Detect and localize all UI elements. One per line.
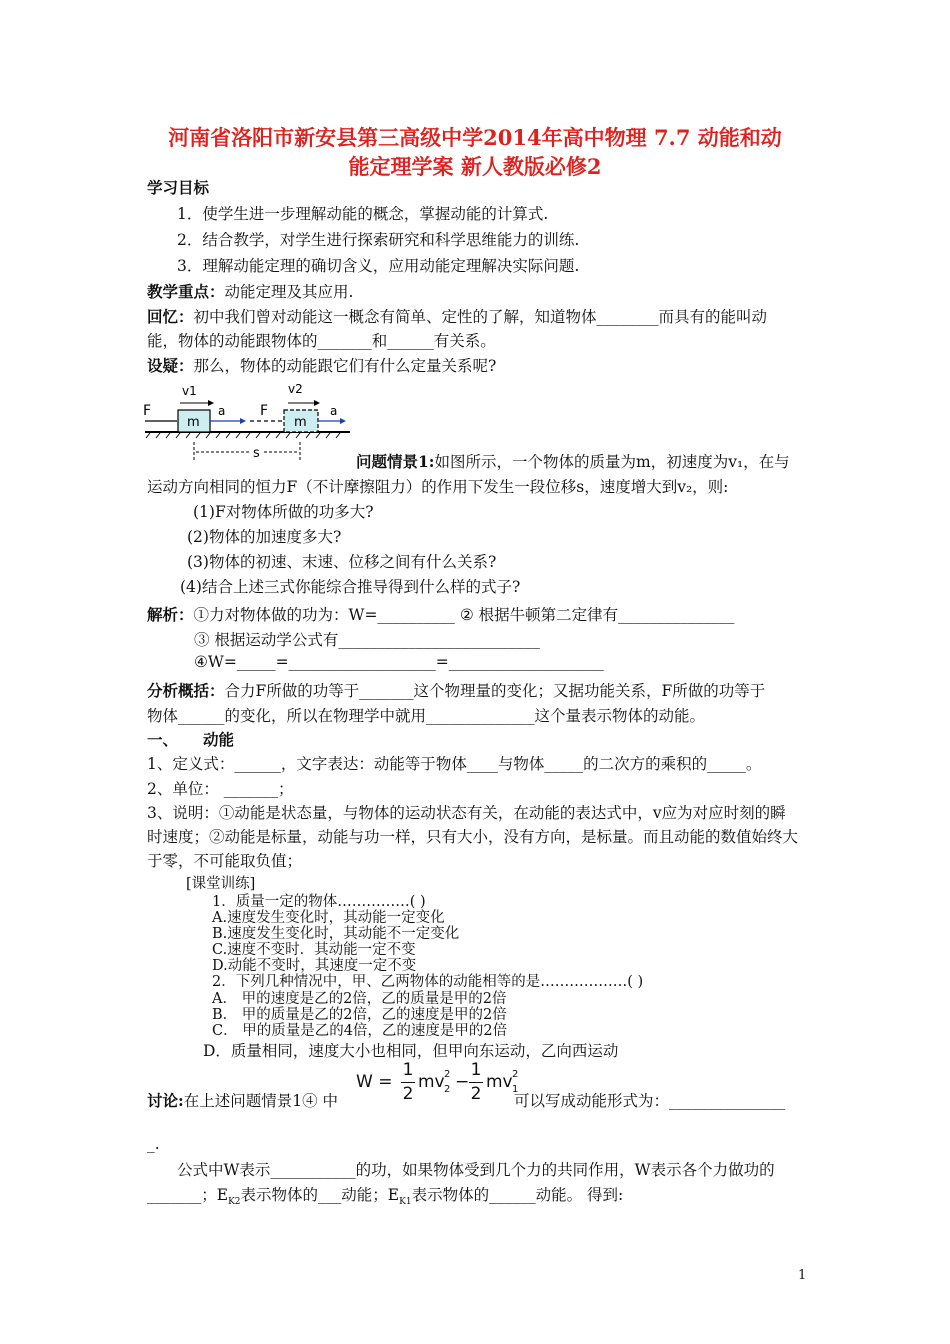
teaching-focus xyxy=(147,280,353,302)
ek2-subscript: K2 xyxy=(228,1197,241,1208)
formula-sub: 2 xyxy=(444,1084,451,1095)
practice-option: C． 甲的质量是乙的4倍，乙的速度是甲的2倍 xyxy=(212,1023,508,1039)
scenario-question-3: (3)物体的初速、末速、位移之间有什么关系? xyxy=(187,553,497,571)
scenario-question-4: (4)结合上述三式你能综合推导得到什么样的式子? xyxy=(180,578,521,596)
scenario-line-1 xyxy=(356,450,790,472)
formula-denominator: 2 xyxy=(470,1084,482,1104)
discussion-tail: _. xyxy=(147,1135,160,1153)
accel-label: a xyxy=(218,404,226,418)
note-line-3: 于零，不可能取负值； xyxy=(147,852,303,870)
analysis-line-2: ③ 根据运动学公式有__________________________ xyxy=(194,631,540,649)
page-number: 1 xyxy=(798,1268,807,1283)
objectives-heading: 学习目标 xyxy=(147,178,210,197)
formula-sup: 2 xyxy=(444,1069,451,1080)
formula-sub: 1 xyxy=(512,1084,519,1095)
objective-item: 1．使学生进一步理解动能的概念，掌握动能的计算式. xyxy=(177,205,549,223)
definition-line: 1、定义式：______，文字表达：动能等于物体____与物体_____的二次方的乘积的_____。 xyxy=(147,755,762,773)
force-label: F xyxy=(143,403,152,419)
explain-text: _______；E xyxy=(147,1186,229,1204)
discussion-line xyxy=(147,1089,338,1111)
practice-option: D.动能不变时，其速度一定不变 xyxy=(212,958,417,974)
focus-label: 教学重点： xyxy=(147,282,225,301)
force-label: F xyxy=(260,403,269,419)
formula-lhs: W = xyxy=(356,1072,393,1092)
focus-text: 动能定理及其应用. xyxy=(224,283,354,301)
objective-item: 3．理解动能定理的确切含义，应用动能定理解决实际问题. xyxy=(177,257,580,275)
accel-label: a xyxy=(330,404,338,418)
note-line-2: 时速度；②动能是标量，动能与功一样，只有大小，没有方向，是标量。而且动能的数值始终大 xyxy=(147,828,799,846)
analysis-line-3: ④W=_____=___________________=____________________ xyxy=(194,653,604,671)
recall-line-2: 能，物体的动能跟物体的_______和______有关系。 xyxy=(147,332,496,350)
document-title xyxy=(115,123,835,181)
practice-question-2: 2．下列几种情况中，甲、乙两物体的动能相等的是………………( ) xyxy=(212,974,644,990)
discussion-label: 讨论: xyxy=(147,1091,184,1110)
practice-question-1: 1．质量一定的物体……………( ) xyxy=(212,894,426,910)
summary-line-2: 物体______的变化，所以在物理学中就用______________这个量表示物体的动能。 xyxy=(147,707,706,725)
summary-line-1 xyxy=(147,679,765,701)
discussion-after: 可以写成动能形式为：_______________ xyxy=(514,1092,786,1110)
analysis-label: 解析： xyxy=(147,605,194,624)
formula-denominator: 2 xyxy=(402,1084,414,1104)
formula-minus: − xyxy=(455,1072,470,1092)
practice-option: A． 甲的速度是乙的2倍，乙的质量是甲的2倍 xyxy=(212,991,507,1007)
practice-option: B.速度发生变化时，其动能不一定变化 xyxy=(212,926,460,942)
motion-diagram xyxy=(140,378,355,464)
v2-label: v2 xyxy=(288,382,303,396)
explain-text: 表示物体的______动能。 得到: xyxy=(411,1186,624,1204)
ground-hatching xyxy=(146,433,340,438)
scenario-question-2: (2)物体的加速度多大? xyxy=(187,528,342,546)
note-line-1: 3、说明：①动能是状态量，与物体的运动状态有关，在动能的表达式中，v应为对应时刻的瞬 xyxy=(147,804,786,822)
scenario-label: 问题情景1: xyxy=(356,452,435,471)
formula-mv: mv xyxy=(486,1072,513,1092)
summary-text: 合力F所做的功等于_______这个物理量的变化；又据功能关系，F所做的功等于 xyxy=(224,682,766,700)
discussion-text: 在上述问题情景1④ 中 xyxy=(183,1092,339,1110)
formula-mv: mv xyxy=(418,1072,445,1092)
practice-option: B． 甲的质量是乙的2倍，乙的速度是甲的2倍 xyxy=(212,1007,507,1023)
ek1-subscript: K1 xyxy=(399,1197,412,1208)
recall-text: 初中我们曾对动能这一概念有简单、定性的了解，知道物体________而具有的能叫动 xyxy=(193,308,768,326)
block-mass-label: m xyxy=(294,415,307,430)
formula-sup: 2 xyxy=(512,1069,519,1080)
displacement-label: s xyxy=(253,446,260,461)
scenario-line-2: 运动方向相同的恒力F（不计摩擦阻力）的作用下发生一段位移s，速度增大到v₂，则: xyxy=(147,478,729,496)
practice-option: C.速度不变时．其动能一定不变 xyxy=(212,942,416,958)
practice-heading: [课堂训练] xyxy=(186,876,256,892)
formula-numerator: 1 xyxy=(402,1060,414,1080)
summary-label: 分析概括： xyxy=(147,681,225,700)
formula-numerator: 1 xyxy=(470,1060,482,1080)
analysis-text: ①力对物体做的功为：W=__________ ② 根据牛顿第二定律有_______________ xyxy=(193,606,735,624)
recall-label: 回忆： xyxy=(147,307,194,326)
practice-option: A.速度发生变化时，其动能一定变化 xyxy=(212,910,445,926)
formula-explain-line-1: 公式中W表示___________的功，如果物体受到几个力的共同作用，W表示各个力做功的 xyxy=(177,1161,775,1179)
question-line xyxy=(147,354,496,376)
section-heading: 动能 xyxy=(203,730,235,749)
objective-item: 2．结合教学，对学生进行探索研究和科学思维能力的训练. xyxy=(177,231,580,249)
analysis-line-1 xyxy=(147,603,734,625)
formula-explain-line-2 xyxy=(147,1183,623,1207)
unit-line: 2、单位： _______； xyxy=(147,780,294,798)
question-text: 那么，物体的动能跟它们有什么定量关系呢? xyxy=(193,357,497,375)
block-mass-label: m xyxy=(187,415,200,430)
scenario-text: 如图所示，一个物体的质量为m，初速度为v₁，在与 xyxy=(434,453,790,471)
explain-text: 表示物体的___动能；E xyxy=(240,1186,400,1204)
scenario-question-1: (1)F对物体所做的功多大? xyxy=(193,503,374,521)
section-number: 一、 xyxy=(147,730,179,749)
title-line-2: 能定理学案 新人教版必修2 xyxy=(348,154,602,179)
recall-line-1 xyxy=(147,305,767,327)
practice-option: D．质量相同，速度大小也相同，但甲向东运动，乙向西运动 xyxy=(203,1042,619,1060)
title-line-1: 河南省洛阳市新安县第三高级中学2014年高中物理 7.7 动能和动 xyxy=(168,125,782,150)
question-label: 设疑： xyxy=(147,356,194,375)
v1-label: v1 xyxy=(182,384,197,398)
